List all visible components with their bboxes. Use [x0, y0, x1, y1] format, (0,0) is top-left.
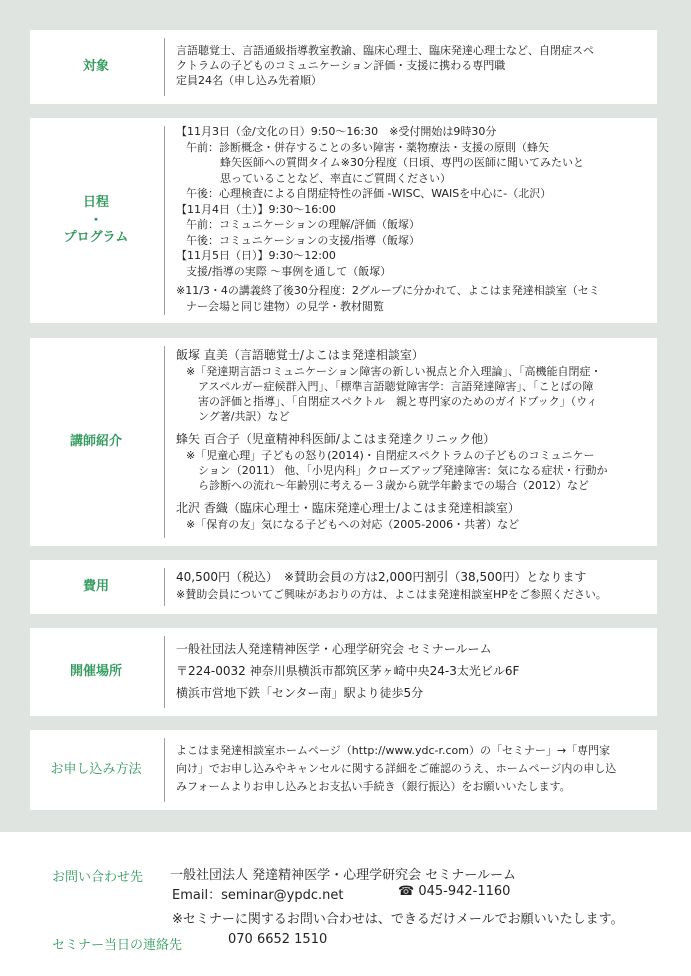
divider [164, 346, 165, 538]
contact-note: ※セミナーに関するお問い合わせは、できるだけメールでお願いいたします。 [172, 912, 624, 927]
lecturer-note: ら診断への流れ～年齢別に考えるー３歳から就学年齢までの場合（2012）など [198, 479, 589, 492]
program-content [176, 124, 647, 314]
lecturer-name: 蜂矢 百合子（児童精神科医師/よこはま発達クリニック他） [176, 432, 496, 446]
program-line: 午前：コミュニケーションの理解/評価（飯塚） [186, 218, 421, 231]
program-line: 思っていることなど、率直にご質問ください） [220, 171, 451, 185]
apply-line: よこはま発達相談室ホームページ（http://www.ydc-r.com）の「セミナー」→「専門家 [176, 744, 611, 757]
contact-email: Email：seminar@ypdc.net [172, 888, 344, 903]
program-note: ナー会場と同じ建物）の見学・教材閲覧 [186, 299, 384, 313]
fee-line: ※賛助会員についてご興味があおりの方は、よこはま発達相談室HPをご参照ください。 [176, 588, 607, 601]
contact-label: お問い合わせ先 [52, 870, 144, 885]
day-contact-phone: 070 6652 1510 [228, 932, 328, 947]
divider [164, 738, 165, 802]
program-label [30, 118, 162, 323]
day-contact-label: セミナー当日の連絡先 [52, 938, 183, 953]
lecturer-note: ※「児童心理」子どもの怒り(2014)・自閉症スペクトラムの子どものコミュニケー [186, 449, 595, 462]
program-day-header: 【11月3日（金/文化の日）9:50～16:30 ※受付開始は9時30分 [176, 125, 497, 138]
apply-line: 向け」でお申し込みやキャンセルに関する詳細をご確認のうえ、ホームページ内の申し込 [176, 762, 617, 775]
lecturers-content [176, 346, 647, 532]
program-label-2: プログラム [63, 230, 129, 246]
contact-section [0, 832, 691, 976]
program-day-header: 【11月4日（土）】9:30～16:00 [176, 202, 336, 216]
venue-label: 開催場所 [69, 664, 122, 680]
apply-line: みフォームよりお申し込みとお支払い手続き（銀行振込）をお願いいたします。 [176, 780, 571, 793]
divider [164, 126, 165, 315]
lecturer-name: 飯塚 直美（言語聴覚士/よこはま発達相談室） [176, 348, 424, 362]
venue-line: 横浜市営地下鉄「センター南」駅より徒歩5分 [176, 686, 424, 700]
contact-org: 一般社団法人 発達精神医学・心理学研究会 セミナールーム [170, 868, 517, 883]
apply-content [176, 742, 647, 796]
lecturer-note: 害の評価と指導」、「自閉症スペクトル 親と専門家のためのガイドブック」（ウィ [198, 395, 598, 408]
venue-content [176, 638, 647, 704]
contact-phone-number[interactable]: 045-942-1160 [418, 884, 511, 899]
fee-line: 40,500円（税込） ※賛助会員の方は2,000円割引（38,500円）となります [176, 570, 587, 584]
target-label: 対象 [82, 59, 109, 75]
divider [164, 636, 165, 708]
divider [164, 38, 165, 96]
venue-line: 〒224-0032 神奈川県横浜市都筑区茅ヶ崎中央24-3太光ビル6F [176, 664, 520, 678]
lecturer-name: 北沢 香織（臨床心理士・臨床発達心理士/よこはま発達相談室） [176, 501, 520, 515]
target-content [176, 43, 647, 88]
lecturer-note: ※「保育の友」気になる子どもへの対応（2005-2006・共著）など [186, 518, 520, 531]
target-line: クトラムの子どものコミュニケーション評価・支援に携わる専門職 [176, 59, 506, 72]
program-note: ※11/3・4の講義終了後30分程度：2グループに分かれて、よこはま発達相談室（セミ [176, 284, 600, 297]
venue-panel [30, 628, 657, 716]
program-line: 午後：心理検査による自閉症特性の評価 -WISC、WAISを中心に-（北沢） [186, 187, 552, 200]
contact-phone [398, 884, 510, 899]
lecturers-panel [30, 338, 657, 546]
program-day-header: 【11月5日（日）】9:30～12:00 [176, 249, 336, 262]
program-label-dot: ・ [89, 212, 103, 228]
fee-panel [30, 560, 657, 614]
lecturers-label: 講師紹介 [69, 434, 122, 450]
venue-line: 一般社団法人発達精神医学・心理学研究会 セミナールーム [176, 642, 492, 656]
fee-content [176, 567, 647, 602]
target-panel [30, 30, 657, 104]
lecturer-note: ※「発達期言語コミュニケーション障害の新しい視点と介入理論」、「高機能自閉症・ [186, 365, 602, 378]
lecturer-note: アスペルガー症候群入門」、「標準言語聴覚障害学：言語発達障害」、「ことばの障 [198, 380, 594, 393]
lecturer-note: ション（2011） 他、「小児内科」クローズアップ発達障害：気になる症状・行動か [198, 464, 608, 477]
program-label-1: 日程 [82, 195, 109, 211]
apply-label: お申し込み方法 [50, 762, 142, 778]
divider [164, 568, 165, 606]
apply-panel [30, 730, 657, 810]
program-line: 午後：コミュニケーションの支援/指導（飯塚） [186, 233, 421, 247]
program-panel [30, 118, 657, 323]
phone-icon: ☎ [398, 884, 415, 899]
target-line: 言語聴覚士、言語通級指導教室教諭、臨床心理士、臨床発達心理士など、自閉症スペ [176, 44, 594, 57]
program-line: 午前：診断概念・併存することの多い障害・薬物療法・支援の原則（蜂矢 [186, 140, 549, 154]
program-line: 蜂矢医師への質問タイム※30分程度（日頃、専門の医師に聞いてみたいと [220, 156, 584, 169]
fee-label: 費用 [82, 579, 109, 595]
lecturer-note: ング著/共訳）など [198, 410, 290, 423]
target-line: 定員24名（申し込み先着順） [176, 74, 322, 87]
program-line: 支援/指導の実際 ～事例を通して（飯塚） [186, 264, 392, 278]
